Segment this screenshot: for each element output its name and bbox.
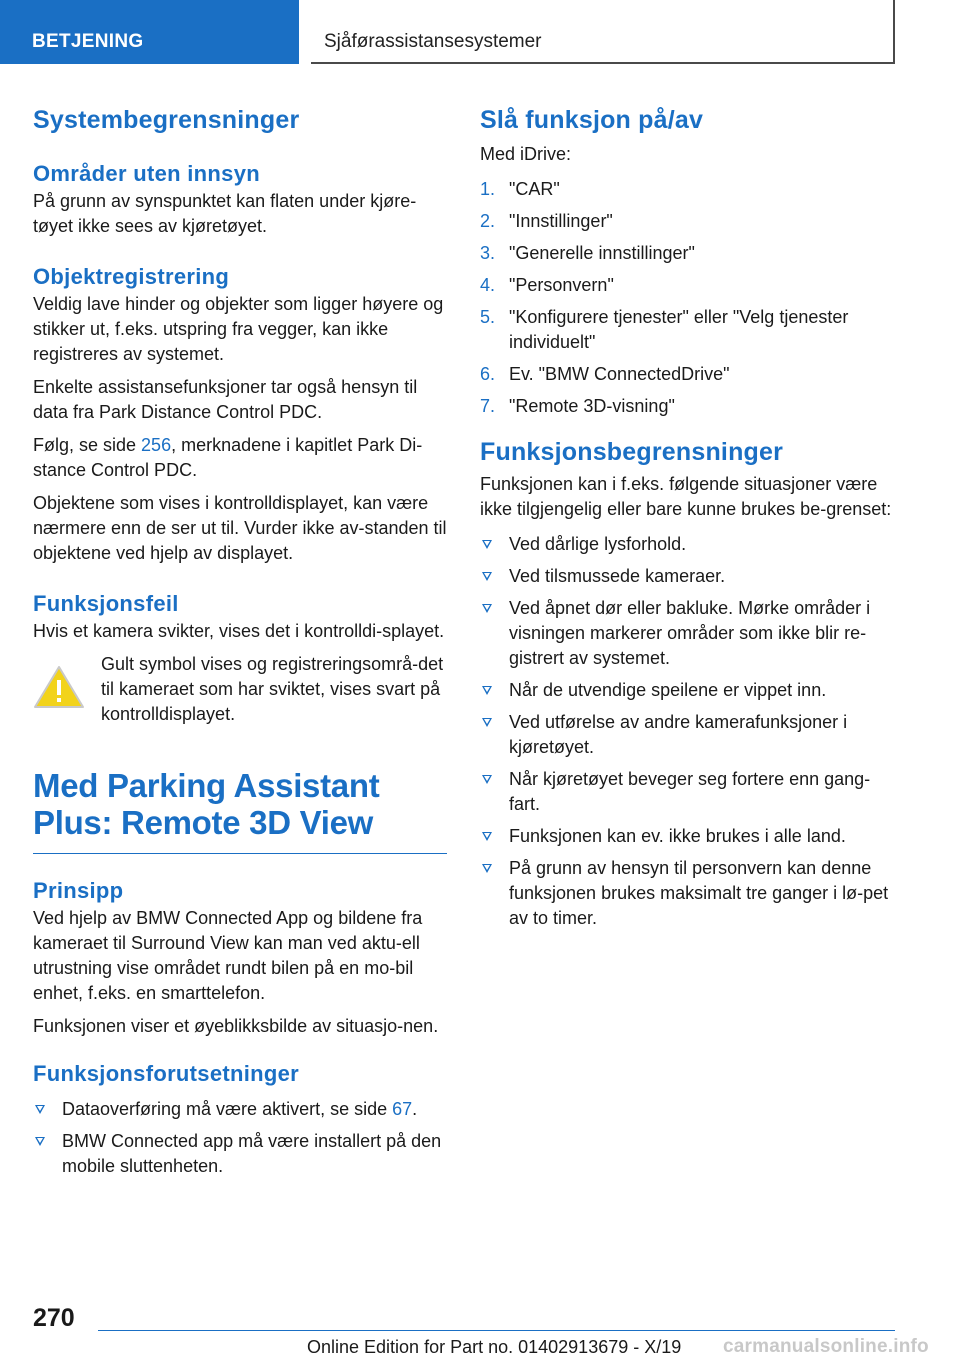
- limit-text: Funksjonen kan ev. ikke brukes i alle land.: [509, 826, 846, 846]
- page-link-256[interactable]: 256: [141, 435, 172, 455]
- step-number: 2.: [480, 211, 496, 231]
- step-number: 3.: [480, 243, 496, 263]
- limits-list: [480, 532, 895, 931]
- text-segment: Følg, se side: [33, 435, 142, 455]
- left-column: [33, 104, 447, 1186]
- footer-divider: [98, 1330, 895, 1331]
- step-item: [480, 177, 895, 202]
- bullet-triangle-icon: [482, 832, 492, 841]
- page-link-67[interactable]: 67: [392, 1099, 413, 1119]
- paragraph-detection-4: Objektene som vises i kontrolldisplayet, kan være nærmere enn de ser ut til. Vurder ikke av-standen til objektene ved hjelp av displayet.: [33, 493, 447, 563]
- limit-item: [480, 564, 895, 589]
- heading-function-limits: Funksjonsbegrensninger: [480, 438, 784, 466]
- heading-system-limits: Systembegrensninger: [33, 106, 300, 134]
- bullet-triangle-icon: [482, 864, 492, 873]
- paragraph-function-limits: Funksjonen kan i f.eks. følgende situasjoner være ikke tilgjengelig eller bare kunne brukes be-grenset:: [480, 474, 892, 519]
- step-item: [480, 273, 895, 298]
- step-item: [480, 241, 895, 266]
- limit-text: Ved åpnet dør eller bakluke. Mørke områder i visningen markerer områder som ikke blir re-gistrert av systemet.: [509, 598, 871, 668]
- chapter-title: Sjåførassistansesystemer: [324, 31, 542, 52]
- limit-item: [480, 532, 895, 557]
- paragraph-detection-2: Enkelte assistansefunksjoner tar også hensyn til data fra Park Distance Control PDC.: [33, 377, 418, 422]
- heading-object-detection: Objektregistrering: [33, 264, 230, 289]
- bullet-triangle-icon: [482, 572, 492, 581]
- step-item: [480, 305, 895, 355]
- step-number: 5.: [480, 307, 496, 327]
- limit-item: [480, 678, 895, 703]
- paragraph-malfunction: Hvis et kamera svikter, vises det i kontrolldi-splayet.: [33, 621, 445, 641]
- step-text: "Innstillinger": [509, 211, 613, 231]
- limit-item: [480, 856, 895, 931]
- limit-text: På grunn av hensyn til personvern kan denne funksjonen brukes maksimalt tre ganger i lø-pet av to timer.: [509, 858, 889, 928]
- step-number: 1.: [480, 179, 496, 199]
- chapter-header: [311, 0, 895, 64]
- step-text: "Generelle innstillinger": [509, 243, 695, 263]
- paragraph-principle-2: Funksjonen viser et øyeblikksbilde av situasjo-nen.: [33, 1016, 439, 1036]
- section-title: BETJENING: [32, 31, 144, 52]
- paragraph-detection-3: [33, 433, 447, 483]
- text-segment: Dataoverføring må være aktivert, se side: [62, 1099, 393, 1119]
- paragraph-blind-areas: På grunn av synspunktet kan flaten under kjøre-tøyet ikke sees av kjøretøyet.: [33, 191, 417, 236]
- step-item: [480, 394, 895, 419]
- limit-item: [480, 596, 895, 671]
- steps-list: [480, 177, 895, 419]
- bullet-triangle-icon: [35, 1105, 45, 1114]
- watermark: carmanualsonline.info: [723, 1336, 929, 1357]
- page-number: 270: [33, 1304, 75, 1332]
- step-item: [480, 209, 895, 234]
- heading-toggle-function: Slå funksjon på/av: [480, 106, 704, 134]
- step-number: 4.: [480, 275, 496, 295]
- heading-prerequisites: Funksjonsforutsetninger: [33, 1061, 300, 1086]
- warning-triangle-icon: [33, 664, 85, 710]
- step-item: [480, 362, 895, 387]
- bullet-triangle-icon: [482, 686, 492, 695]
- limit-text: Når de utvendige speilene er vippet inn.: [509, 680, 827, 700]
- right-column: [480, 104, 895, 938]
- heading-blind-areas: Områder uten innsyn: [33, 161, 260, 186]
- bullet-triangle-icon: [482, 718, 492, 727]
- step-text: "CAR": [509, 179, 560, 199]
- bullet-triangle-icon: [482, 540, 492, 549]
- paragraph-idrive: Med iDrive:: [480, 144, 572, 164]
- limit-text: Ved tilsmussede kameraer.: [509, 566, 726, 586]
- step-number: 6.: [480, 364, 496, 384]
- paragraph-principle-1: Ved hjelp av BMW Connected App og bildene fra kameraet til Surround View kan man ved aktu-ell utrustning vise området rundt bilen på en mo-bil enhet, f.eks. en smarttelefon.: [33, 908, 423, 1003]
- prerequisites-list: [33, 1097, 447, 1179]
- bullet-triangle-icon: [482, 604, 492, 613]
- limit-text: Når kjøretøyet beveger seg fortere enn gang-fart.: [509, 769, 871, 814]
- heading-remote-3d-view: Med Parking Assistant Plus: Remote 3D View: [33, 767, 380, 841]
- list-item: [33, 1097, 447, 1122]
- limit-item: [480, 710, 895, 760]
- warning-text: Gult symbol vises og registreringsområ-det til kameraet som har sviktet, vises svart på kontrolldisplayet.: [101, 654, 444, 724]
- paragraph-detection-1: Veldig lave hinder og objekter som ligger høyere og stikker ut, f.eks. utspring fra vegger, kan ikke registreres av systemet.: [33, 294, 444, 364]
- bullet-triangle-icon: [35, 1137, 45, 1146]
- step-text: Ev. "BMW ConnectedDrive": [509, 364, 730, 384]
- text-segment: BMW Connected app må være installert på den mobile sluttenheten.: [62, 1131, 442, 1176]
- step-number: 7.: [480, 396, 496, 416]
- limit-item: [480, 767, 895, 817]
- heading-malfunction: Funksjonsfeil: [33, 591, 179, 616]
- limit-item: [480, 824, 895, 849]
- step-text: "Personvern": [509, 275, 614, 295]
- section-tab: [0, 0, 299, 64]
- text-segment: , merknadene i kapitlet Park Di-stance Control PDC.: [33, 435, 423, 480]
- warning-note: [33, 652, 447, 727]
- step-text: "Remote 3D-visning": [509, 396, 675, 416]
- step-text: "Konfigurere tjenester" eller "Velg tjenester individuelt": [509, 307, 849, 352]
- list-item: [33, 1129, 447, 1179]
- bullet-triangle-icon: [482, 775, 492, 784]
- footer-edition: Online Edition for Part no. 01402913679 - X/19: [307, 1337, 682, 1357]
- limit-text: Ved dårlige lysforhold.: [509, 534, 687, 554]
- limit-text: Ved utførelse av andre kamerafunksjoner i kjøretøyet.: [509, 712, 848, 757]
- text-segment: .: [412, 1099, 418, 1119]
- heading-principle: Prinsipp: [33, 878, 124, 903]
